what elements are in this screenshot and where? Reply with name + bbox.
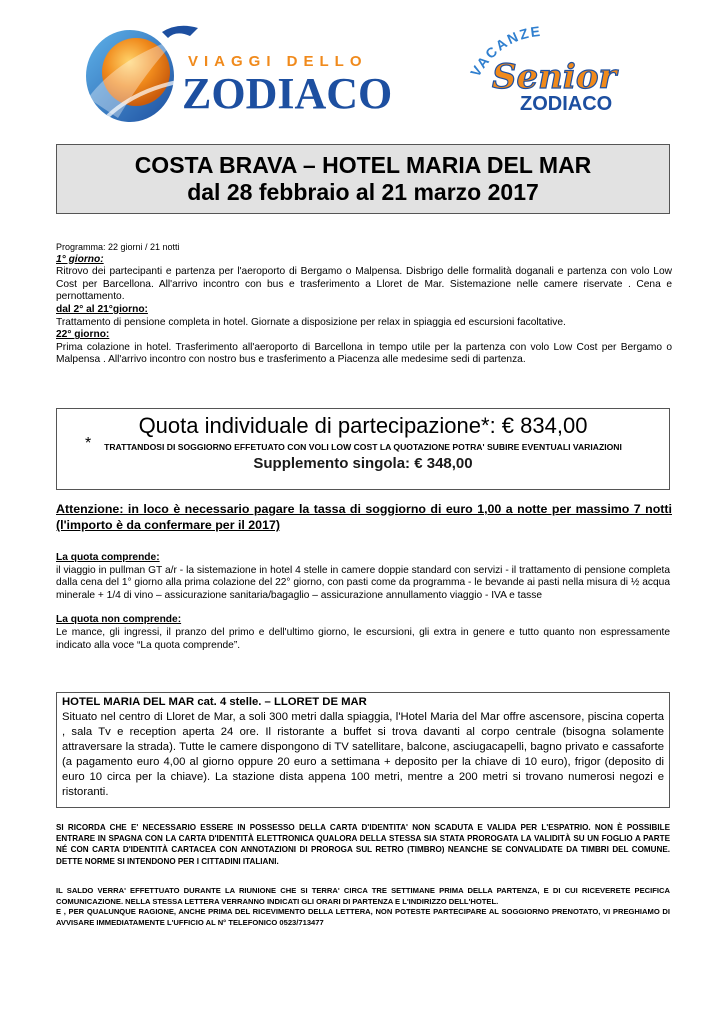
logo-main-text: ZODIACO bbox=[182, 69, 393, 118]
logo-arc-text: VACANZE bbox=[466, 26, 543, 80]
program-summary: Programma: 22 giorni / 21 notti bbox=[56, 242, 180, 252]
price-note-text: TRATTANDOSI DI SOGGIORNO EFFETUATO CON VOLI LOW COST LA QUOTAZIONE POTRA' SUBIRE EVENTUALI VARIAZIONI bbox=[104, 442, 622, 452]
balance-notice: IL SALDO VERRA' EFFETTUATO DURANTE LA RIUNIONE CHE SI TERRA' CIRCA TRE SETTIMANE PRIMA DELLA PARTENZA, E DI CUI RICEVERETE PECIFICA COMUNICAZIONE. NELLA STESSA LETTERA VERRANNO INDICATI GLI ORARI DI PARTENZA E L'INDIRIZZO DELL'HOTEL. bbox=[56, 886, 670, 906]
logo-top-text: VIAGGI DELLO bbox=[188, 53, 368, 70]
day22-text: Prima colazione in hotel. Trasferimento all'aeroporto di Barcellona in tempo utile per la partenza con volo Low Cost per Bergamo o Malpensa . All'arrivo incontro con nostro bus e trasferimento a Piacenza alle medesime sedi di partenza. bbox=[56, 341, 672, 366]
note-asterisk: * bbox=[85, 435, 92, 452]
page-title: COSTA BRAVA – HOTEL MARIA DEL MAR bbox=[134, 152, 592, 178]
tourist-tax-notice: Attenzione: in loco è necessario pagare la tassa di soggiorno di euro 1,00 a notte per massimo 7 notti (l'importo è da confermare per il 2017) bbox=[56, 502, 672, 532]
program-section bbox=[56, 241, 672, 367]
day1-text: Ritrovo dei partecipanti e partenza per l'aeroporto di Bergamo o Malpensa. Disbrigo delle formalità doganali e partenza con volo Low Cost per Barcellona. All'arrivo incontro con bus e trasferimento a Lloret de Mar. Sistemazione nelle camere riservate . Cena e pernottamento. bbox=[56, 266, 672, 303]
day1-heading: 1° giorno: bbox=[56, 253, 104, 265]
days-mid-heading: dal 2° al 21°giorno: bbox=[56, 303, 148, 315]
id-card-notice: SI RICORDA CHE E' NECESSARIO ESSERE IN POSSESSO DELLA CARTA D'IDENTITA' NON SCADUTA E VALIDA PER L'ESPATRIO. NON È POSSIBILE ENTRARE IN SPAGNA CON LA CARTA D'IDENTITÀ ELETTRONICA QUALORA DELLA STESSA SIA STATA PROROGATA LA VALIDITÀ SU UN FOGLIO A PARTE NÉ CON CARTA D'IDENTITÀ CARTACEA CON ANNOTAZIONI DI PROROGA SUL RETRO (TIMBRO) NEANCHE SE CONVALIDATE DA TIMBRI DEL COMUNE. DETTE NORME SI INTENDONO PER I CITTADINI ITALIANI. bbox=[56, 823, 670, 866]
hotel-description: Situato nel centro di Lloret de Mar, a soli 300 metri dalla spiaggia, l'Hotel Maria del Mar offre ascensore, piscina coperta , sala Tv e reception aperta 24 ore. Il ristorante a buffet si trova davanti al corpo centrale (bisogna solamente attraversare la strada). Tutte le camere dispongono di TV satellitare, balcone, asciugacapelli, bagno privato e cassaforte (a pagamento euro 4,00 al giorno oppure 20 euro a settimana + deposito per la chiave di 10 euro), frigor (deposito di euro 10 circa per la chiave). La stazione dista appena 100 metri, mentre a 200 metri si trovano numerosi negozi e ristoranti. bbox=[62, 711, 664, 798]
day22-heading: 22° giorno: bbox=[56, 329, 110, 341]
cancellation-notice: E , PER QUALUNQUE RAGIONE, ANCHE PRIMA DEL RICEVIMENTO DELLA LETTERA, NON POTESTE PARTECIPARE AL SOGGIORNO PRENOTATO, VI PREGHIAMO DI AVVISARE IMMEDIATAMENTE L'UFFICIO AL N° TELEFONICO 0523/713477 bbox=[56, 907, 670, 927]
price-note bbox=[57, 435, 669, 454]
includes-heading: La quota comprende: bbox=[56, 552, 160, 563]
hotel-box bbox=[56, 692, 670, 808]
vacanze-senior-logo bbox=[464, 26, 634, 116]
not-included-section bbox=[56, 614, 670, 652]
single-supplement: Supplemento singola: € 348,00 bbox=[253, 455, 473, 472]
viaggi-dello-zodiaco-logo bbox=[78, 18, 408, 130]
includes-section bbox=[56, 552, 670, 652]
not-included-heading: La quota non comprende: bbox=[56, 614, 182, 626]
title-box bbox=[56, 144, 670, 214]
payment-notice bbox=[56, 886, 670, 928]
price-box bbox=[56, 408, 670, 490]
not-included-text: Le mance, gli ingressi, il pranzo del primo e dell'ultimo giorno, le escursioni, gli extra in genere e tutto quanto non espressamente indicato alla voce “La quota comprende”. bbox=[56, 626, 670, 651]
individual-price: Quota individuale di partecipazione*: € 834,00 bbox=[138, 413, 588, 438]
includes-text: il viaggio in pullman GT a/r - la sistemazione in hotel 4 stelle in camere doppie standard con servizi - il trattamento di pensione completa dalla cena del 1° giorno alla prima colazione del 22° giorno, con pasti come da programma - le bevande ai pasti nella misura di ½ acqua minerale + 1/4 di vino – assicurazione sanitaria/bagaglio – assicurazione annullamento viaggio - IVA e tasse bbox=[56, 564, 670, 601]
days-mid-text: Trattamento di pensione completa in hotel. Giornate a disposizione per relax in spiaggia ed escursioni facoltative. bbox=[56, 316, 566, 328]
hotel-heading: HOTEL MARIA DEL MAR cat. 4 stelle. – LLORET DE MAR bbox=[62, 696, 367, 708]
logo-script-text: Senior bbox=[492, 57, 617, 97]
logo-bottom-text: ZODIACO bbox=[520, 93, 613, 115]
date-range: dal 28 febbraio al 21 marzo 2017 bbox=[187, 179, 539, 205]
